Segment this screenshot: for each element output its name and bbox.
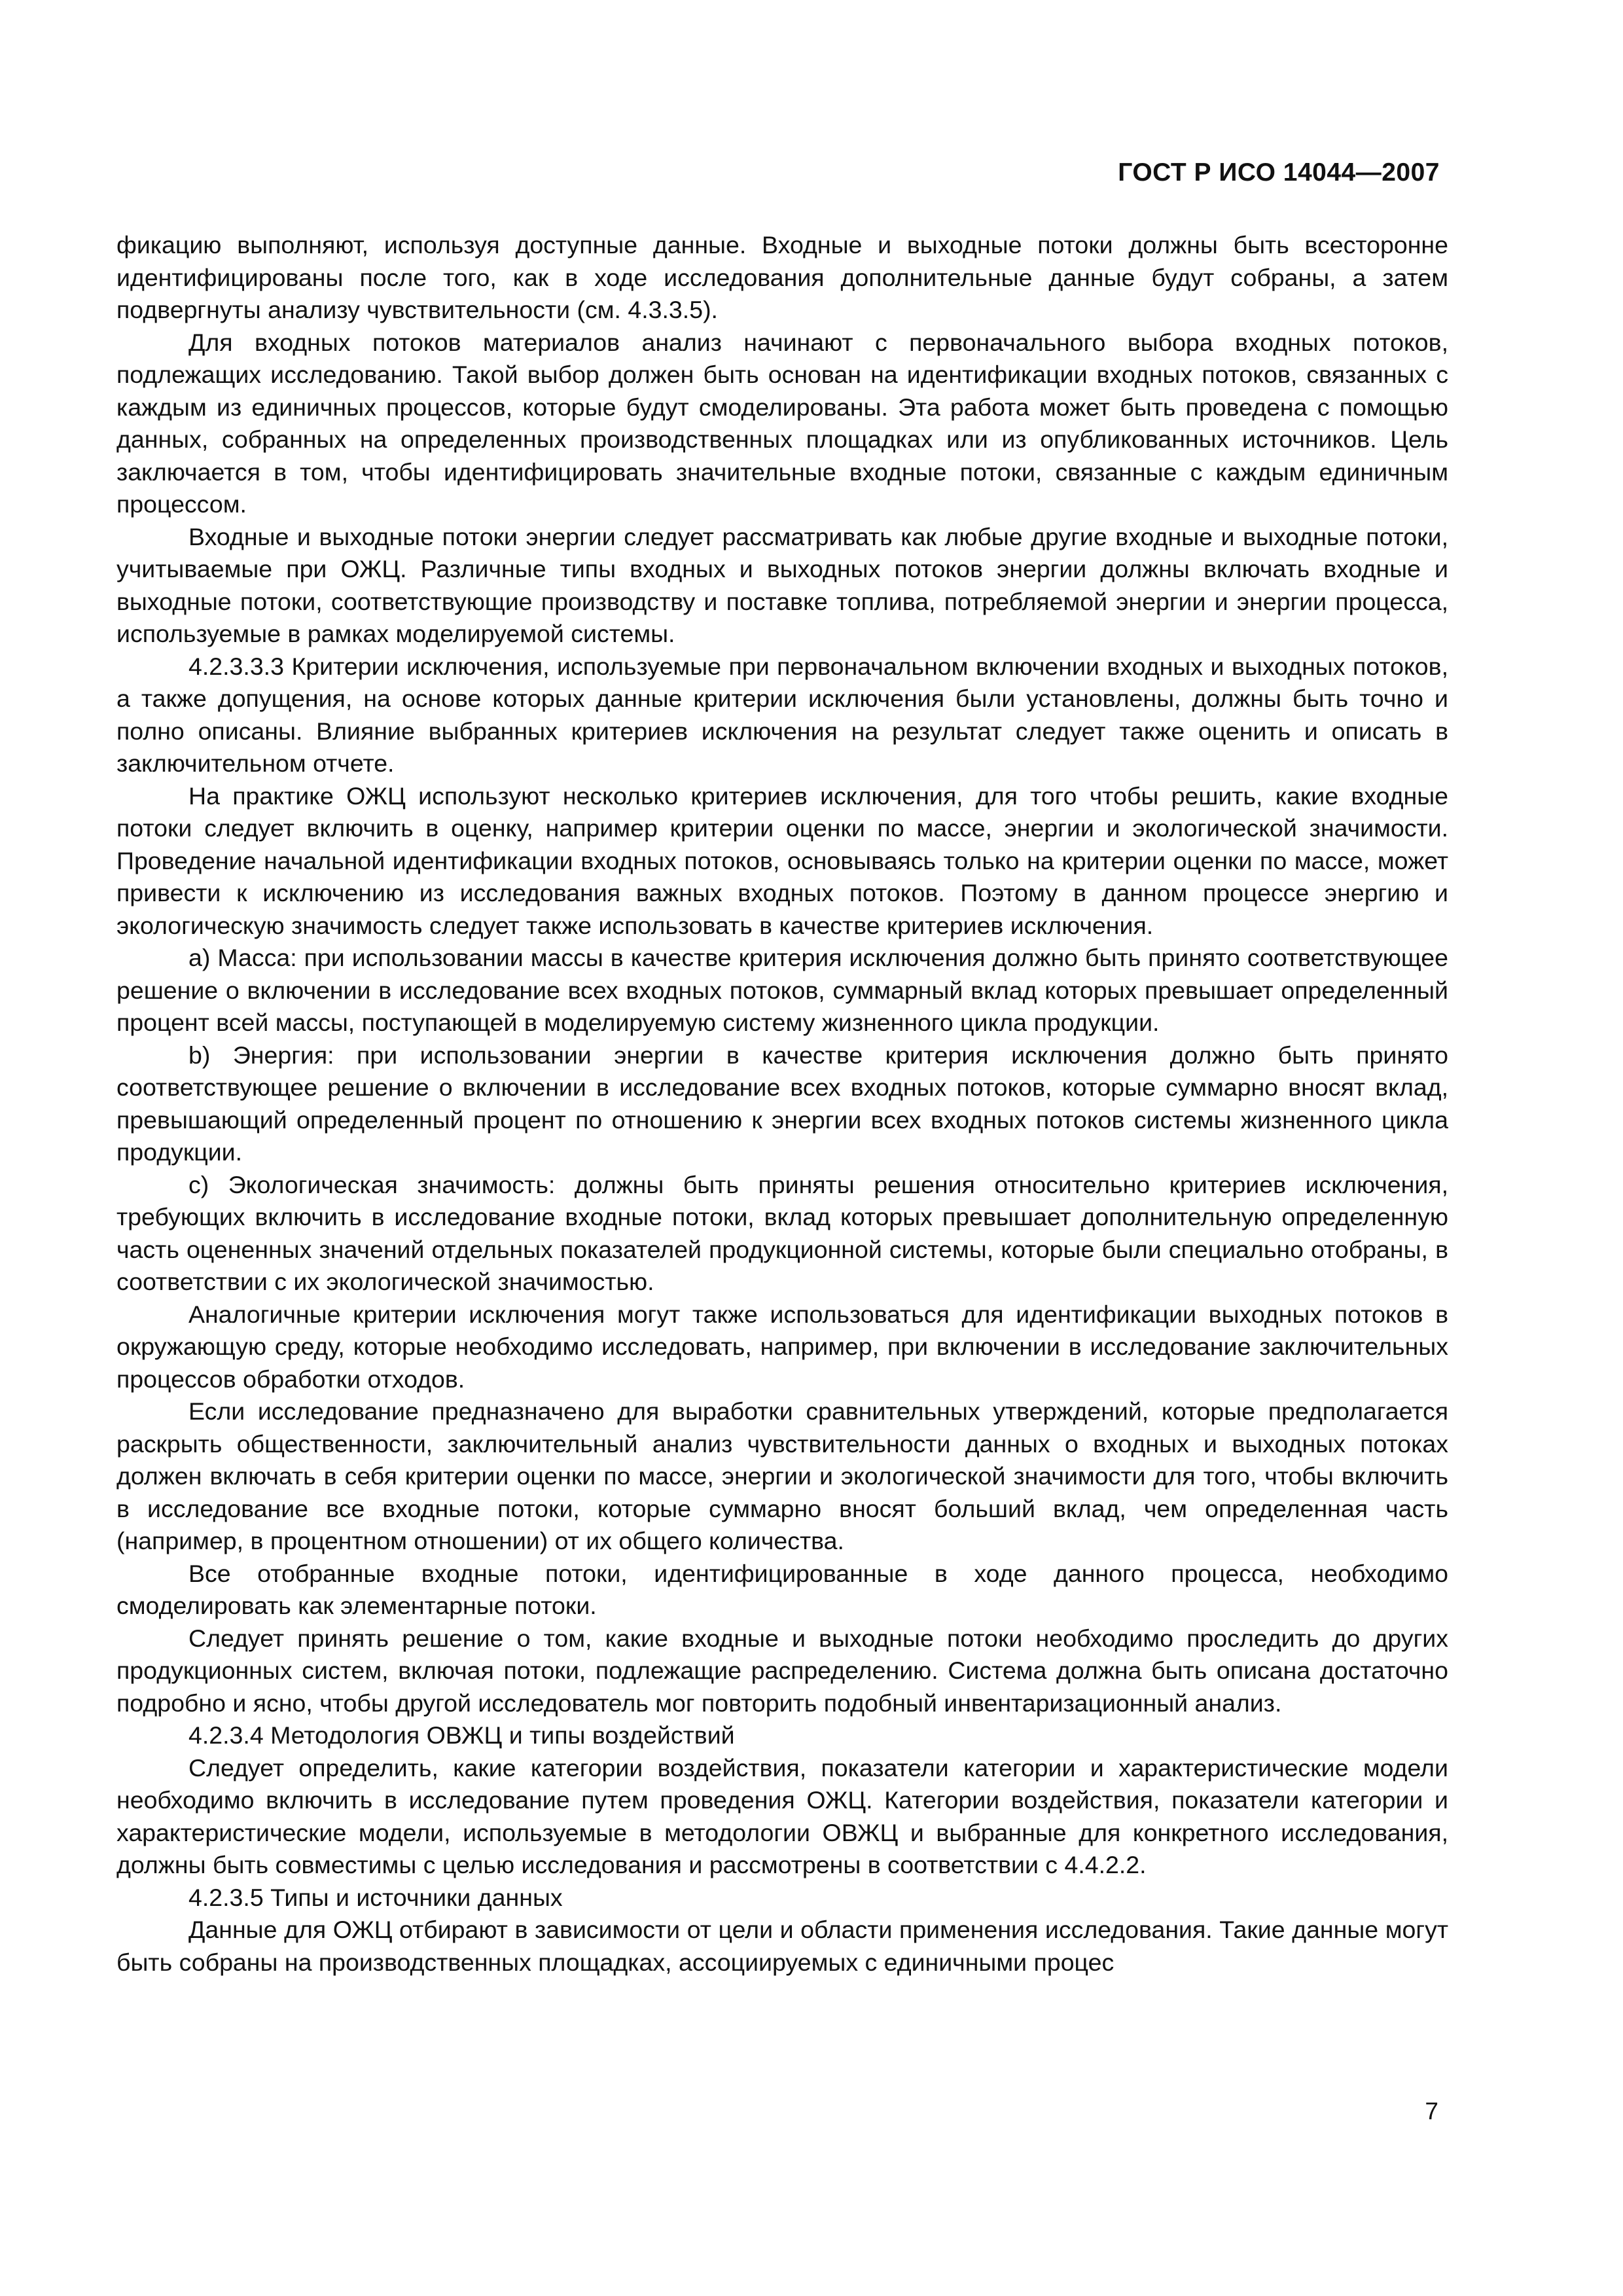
paragraph: Входные и выходные потоки энергии следует рассматривать как любые другие входные и выходные потоки, учитываемые при ОЖЦ. Различные типы входных и выходных потоков энергии должны включать входные и выходные потоки, соответствующие производству и поставке топлива, потребляемой энергии и энергии процесса, используемые в рамках моделируемой системы. — [116, 522, 1448, 647]
clause-4-2-3-3-3: 4.2.3.3.3 Критерии исключения, используемые при первоначальном включении входных и выходных потоков, а также допущения, на основе которых данные критерии исключения были установлены, должны быть точно и полно описаны. Влияние выбранных критериев исключения на результат следует также оценить и описать в заключительном отчете. — [116, 652, 1448, 777]
paragraph: Все отобранные входные потоки, идентифицированные в ходе данного процесса, необходимо смоделировать как элементарные потоки. — [116, 1559, 1448, 1619]
body-text — [116, 229, 1448, 1979]
paragraph: На практике ОЖЦ используют несколько критериев исключения, для того чтобы решить, какие входные потоки следует включить в оценку, например критерии оценки по массе, энергии и экологической значимости. Проведение начальной идентификации входных потоков, основываясь только на критерии оценки по массе, может привести к исключению из исследования важных входных потоков. Поэтому в данном процессе энергию и экологическую значимость следует также использовать в качестве критериев исключения. — [116, 781, 1448, 939]
list-item-mass: a) Масса: при использовании массы в качестве критерия исключения должно быть принято соответствующее решение о включении в исследование всех входных потоков, суммарный вклад которых превышает определенный процент всей массы, поступающей в моделируемую систему жизненного цикла продукции. — [116, 944, 1448, 1036]
paragraph: фикацию выполняют, используя доступные данные. Входные и выходные потоки должны быть всесторонне идентифицированы после того, как в ходе исследования дополнительные данные будут собраны, а затем подвергнуты анализу чувствительности (см. 4.3.3.5). — [116, 231, 1448, 323]
paragraph: Если исследование предназначено для выработки сравнительных утверждений, которые предполагается раскрыть общественности, заключительный анализ чувствительности данных о входных и выходных потоках должен включать в себя критерии оценки по массе, энергии и экологической значимости для того, чтобы включить в исследование все входные потоки, которые суммарно вносят больший вклад, чем определенная часть (например, в процентном отношении) от их общего количества. — [116, 1397, 1448, 1554]
list-item-energy: b) Энергия: при использовании энергии в качестве критерия исключения должно быть принято соответствующее решение о включении в исследование всех входных потоков, которые суммарно вносят вклад, превышающий определенный процент по отношению к энергии всех входных потоков системы жизненного цикла продукции. — [116, 1041, 1448, 1166]
paragraph: Для входных потоков материалов анализ начинают с первоначального выбора входных потоков, подлежащих исследованию. Такой выбор должен быть основан на идентификации входных потоков, связанных с каждым из единичных процессов, которые будут смоделированы. Эта работа может быть проведена с помощью данных, собранных на определенных производственных площадках или из опубликованных источников. Цель заключается в том, чтобы идентифицировать значительные входные потоки, связанные с каждым единичным процессом. — [116, 328, 1448, 518]
section-heading-4-2-3-5: 4.2.3.5 Типы и источники данных — [188, 1883, 563, 1911]
paragraph: Следует определить, какие категории воздействия, показатели категории и характеристические модели необходимо включить в исследование путем проведения ОЖЦ. Категории воздействия, показатели категории и характеристические модели, используемые в методологии ОВЖЦ и выбранные для конкретного исследования, должны быть совместимы с целью исследования и рассмотрены в соответствии с 4.4.2.2. — [116, 1753, 1448, 1878]
section-heading-4-2-3-4: 4.2.3.4 Методология ОВЖЦ и типы воздействий — [188, 1721, 735, 1749]
paragraph: Следует принять решение о том, какие входные и выходные потоки необходимо проследить до других продукционных систем, включая потоки, подлежащие распределению. Система должна быть описана достаточно подробно и ясно, чтобы другой исследователь мог повторить подобный инвентаризационный анализ. — [116, 1624, 1448, 1717]
paragraph: Аналогичные критерии исключения могут также использоваться для идентификации выходных потоков в окружающую среду, которые необходимо исследовать, например, при включении в исследование заключительных процессов обработки отходов. — [116, 1300, 1448, 1393]
list-item-environmental-significance: c) Экологическая значимость: должны быть приняты решения относительно критериев исключения, требующих включить в исследование входные потоки, вклад которых превышает дополнительную определенную часть оцененных значений отдельных показателей продукционной системы, которые были специально отобраны, в соответствии с их экологической значимостью. — [116, 1170, 1448, 1295]
page-number: 7 — [1425, 2098, 1438, 2125]
paragraph: Данные для ОЖЦ отбирают в зависимости от цели и области применения исследования. Такие данные могут быть собраны на производственных площадках, ассоциируемых с единичными процес — [116, 1916, 1448, 1976]
standard-header: ГОСТ Р ИСО 14044—2007 — [1118, 158, 1440, 187]
